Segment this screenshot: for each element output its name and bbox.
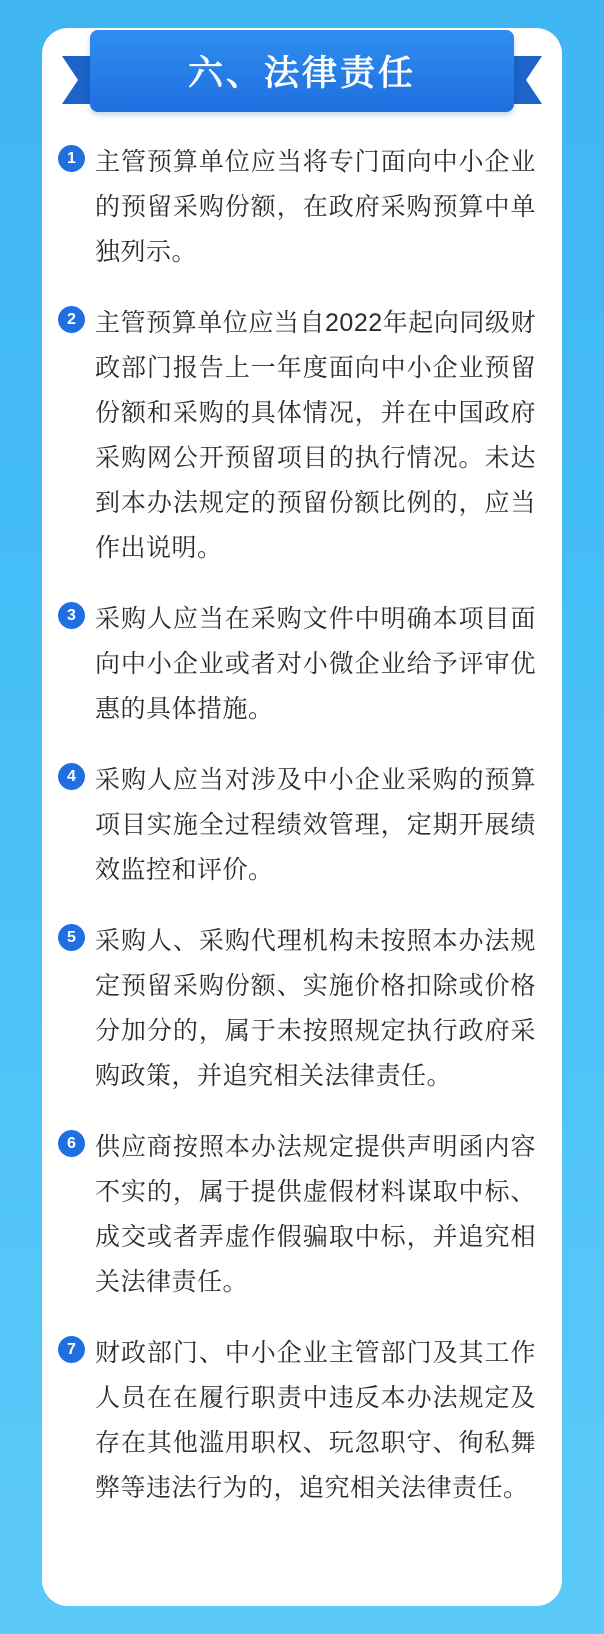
item-text: 采购人应当在采购文件中明确本项目面向中小企业或者对小微企业给予评审优惠的具体措施。 [95, 605, 536, 723]
item-number-badge: 3 [58, 602, 85, 629]
item-number-badge: 5 [58, 924, 85, 951]
banner-plate [90, 30, 514, 112]
list-item [58, 1331, 536, 1511]
item-text: 采购人、采购代理机构未按照本办法规定预留采购份额、实施价格扣除或价格分加分的，属于未按照规定执行政府采购政策，并追究相关法律责任。 [95, 927, 536, 1090]
page-title: 六、法律责任 [187, 54, 416, 93]
item-text: 主管预算单位应当将专门面向中小企业的预留采购份额，在政府采购预算中单独列示。 [95, 148, 536, 266]
item-text: 供应商按照本办法规定提供声明函内容不实的，属于提供虚假材料谋取中标、成交或者弄虚作假骗取中标，并追究相关法律责任。 [95, 1133, 536, 1296]
item-number-badge: 6 [58, 1130, 85, 1157]
list-item [58, 919, 536, 1099]
list-item [58, 597, 536, 732]
item-number-badge: 4 [58, 763, 85, 790]
list-item [58, 140, 536, 275]
section-banner [0, 0, 604, 130]
item-number-badge: 1 [58, 145, 85, 172]
item-number-badge: 7 [58, 1336, 85, 1363]
items-list [42, 140, 562, 1537]
item-text: 财政部门、中小企业主管部门及其工作人员在在履行职责中违反本办法规定及存在其他滥用职权、玩忽职守、徇私舞弊等违法行为的，追究相关法律责任。 [95, 1339, 536, 1502]
item-number-badge: 2 [58, 306, 85, 333]
item-text: 主管预算单位应当自2022年起向同级财政部门报告上一年度面向中小企业预留份额和采购的具体情况，并在中国政府采购网公开预留项目的执行情况。未达到本办法规定的预留份额比例的，应当作出说明。 [95, 309, 536, 562]
list-item [58, 1125, 536, 1305]
list-item [58, 758, 536, 893]
item-text: 采购人应当对涉及中小企业采购的预算项目实施全过程绩效管理，定期开展绩效监控和评价。 [95, 766, 536, 884]
list-item [58, 301, 536, 571]
